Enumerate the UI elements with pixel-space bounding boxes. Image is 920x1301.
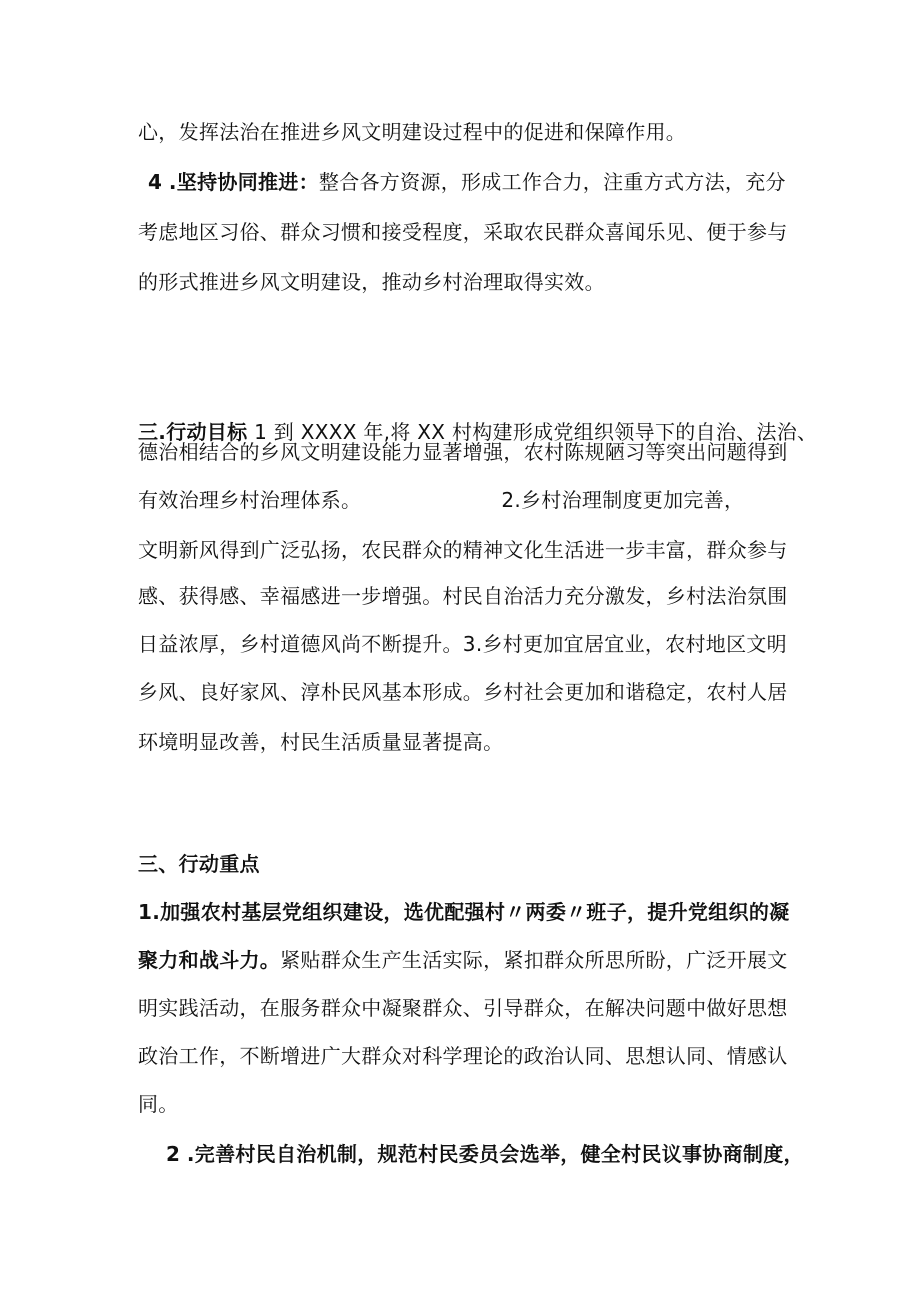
paragraph-line	[138, 268, 605, 296]
paragraph-line	[138, 486, 744, 514]
list-number: 2	[166, 1142, 181, 1166]
list-number: 4	[148, 170, 163, 194]
paragraph-line	[138, 946, 788, 974]
text: 整合各方资源，形成工作合力，注重方式方法，充分	[318, 170, 786, 194]
paragraph-line	[138, 582, 788, 610]
paragraph-line	[138, 1090, 179, 1118]
paragraph-line	[138, 118, 686, 146]
text: 感、获得感、幸福感进一步增强。村民自治活力充分激发，乡村法治氛围	[138, 584, 788, 608]
bold-heading: .坚持协同推进：	[168, 170, 319, 194]
text: 乡风、良好家风、淳朴民风基本形成。乡村社会更加和谐稳定，农村人居	[138, 680, 788, 704]
text: 明实践活动，在服务群众中凝聚群众、引导群众，在解决问题中做好思想	[138, 996, 788, 1020]
text: 2.乡村治理制度更加完善，	[501, 488, 745, 512]
bold-text: .完善村民自治机制，规范村民委员会选举，健全村民议事协商制度，	[186, 1142, 804, 1166]
text: 考虑地区习俗、群众习惯和接受程度，采取农民群众喜闻乐见、便于参与	[138, 220, 788, 244]
text: 政治工作，不断增进广大群众对科学理论的政治认同、思想认同、情感认	[138, 1044, 788, 1068]
section-heading: 三.行动目标	[138, 420, 248, 444]
paragraph-line	[138, 536, 788, 564]
paragraph-line	[138, 630, 787, 658]
paragraph-line	[138, 898, 789, 926]
section-heading	[138, 850, 260, 878]
paragraph-line	[138, 1042, 788, 1070]
paragraph-line	[138, 994, 788, 1022]
text: 紧贴群众生产生活实际，紧扣群众所思所盼，广泛开展文	[280, 948, 788, 972]
bold-text: 聚力和战斗力。	[138, 948, 281, 972]
text: 1 到 XXXX 年,将 XX 村构建形成党组织领导下的自治、法治、	[247, 420, 818, 444]
text: 德治相结合的乡风文明建设能力显著增强，农村陈规陋习等突出问题得到	[138, 440, 788, 464]
section-heading-text: 三、行动重点	[138, 852, 260, 876]
text: 文明新风得到广泛弘扬，农民群众的精神文化生活进一步丰富，群众参与	[138, 538, 788, 562]
text: 日益浓厚，乡村道德风尚不断提升。3.乡村更加宜居宜业，农村地区文明	[138, 632, 787, 656]
text: 环境明显改善，村民生活质量显著提高。	[138, 730, 504, 754]
paragraph-line	[138, 728, 503, 756]
paragraph-line	[138, 438, 788, 466]
bold-text: 1.加强农村基层党组织建设，选优配强村〃两委〃班子，提升党组织的凝	[138, 900, 790, 924]
paragraph-line	[166, 1140, 804, 1168]
paragraph-line	[138, 218, 788, 246]
text: 同。	[138, 1092, 179, 1116]
paragraph-line	[138, 678, 788, 706]
text: 心，发挥法治在推进乡风文明建设过程中的促进和保障作用。	[138, 120, 687, 144]
text: 的形式推进乡风文明建设，推动乡村治理取得实效。	[138, 270, 605, 294]
paragraph-line	[148, 168, 786, 196]
text: 有效治理乡村治理体系。	[138, 488, 362, 512]
